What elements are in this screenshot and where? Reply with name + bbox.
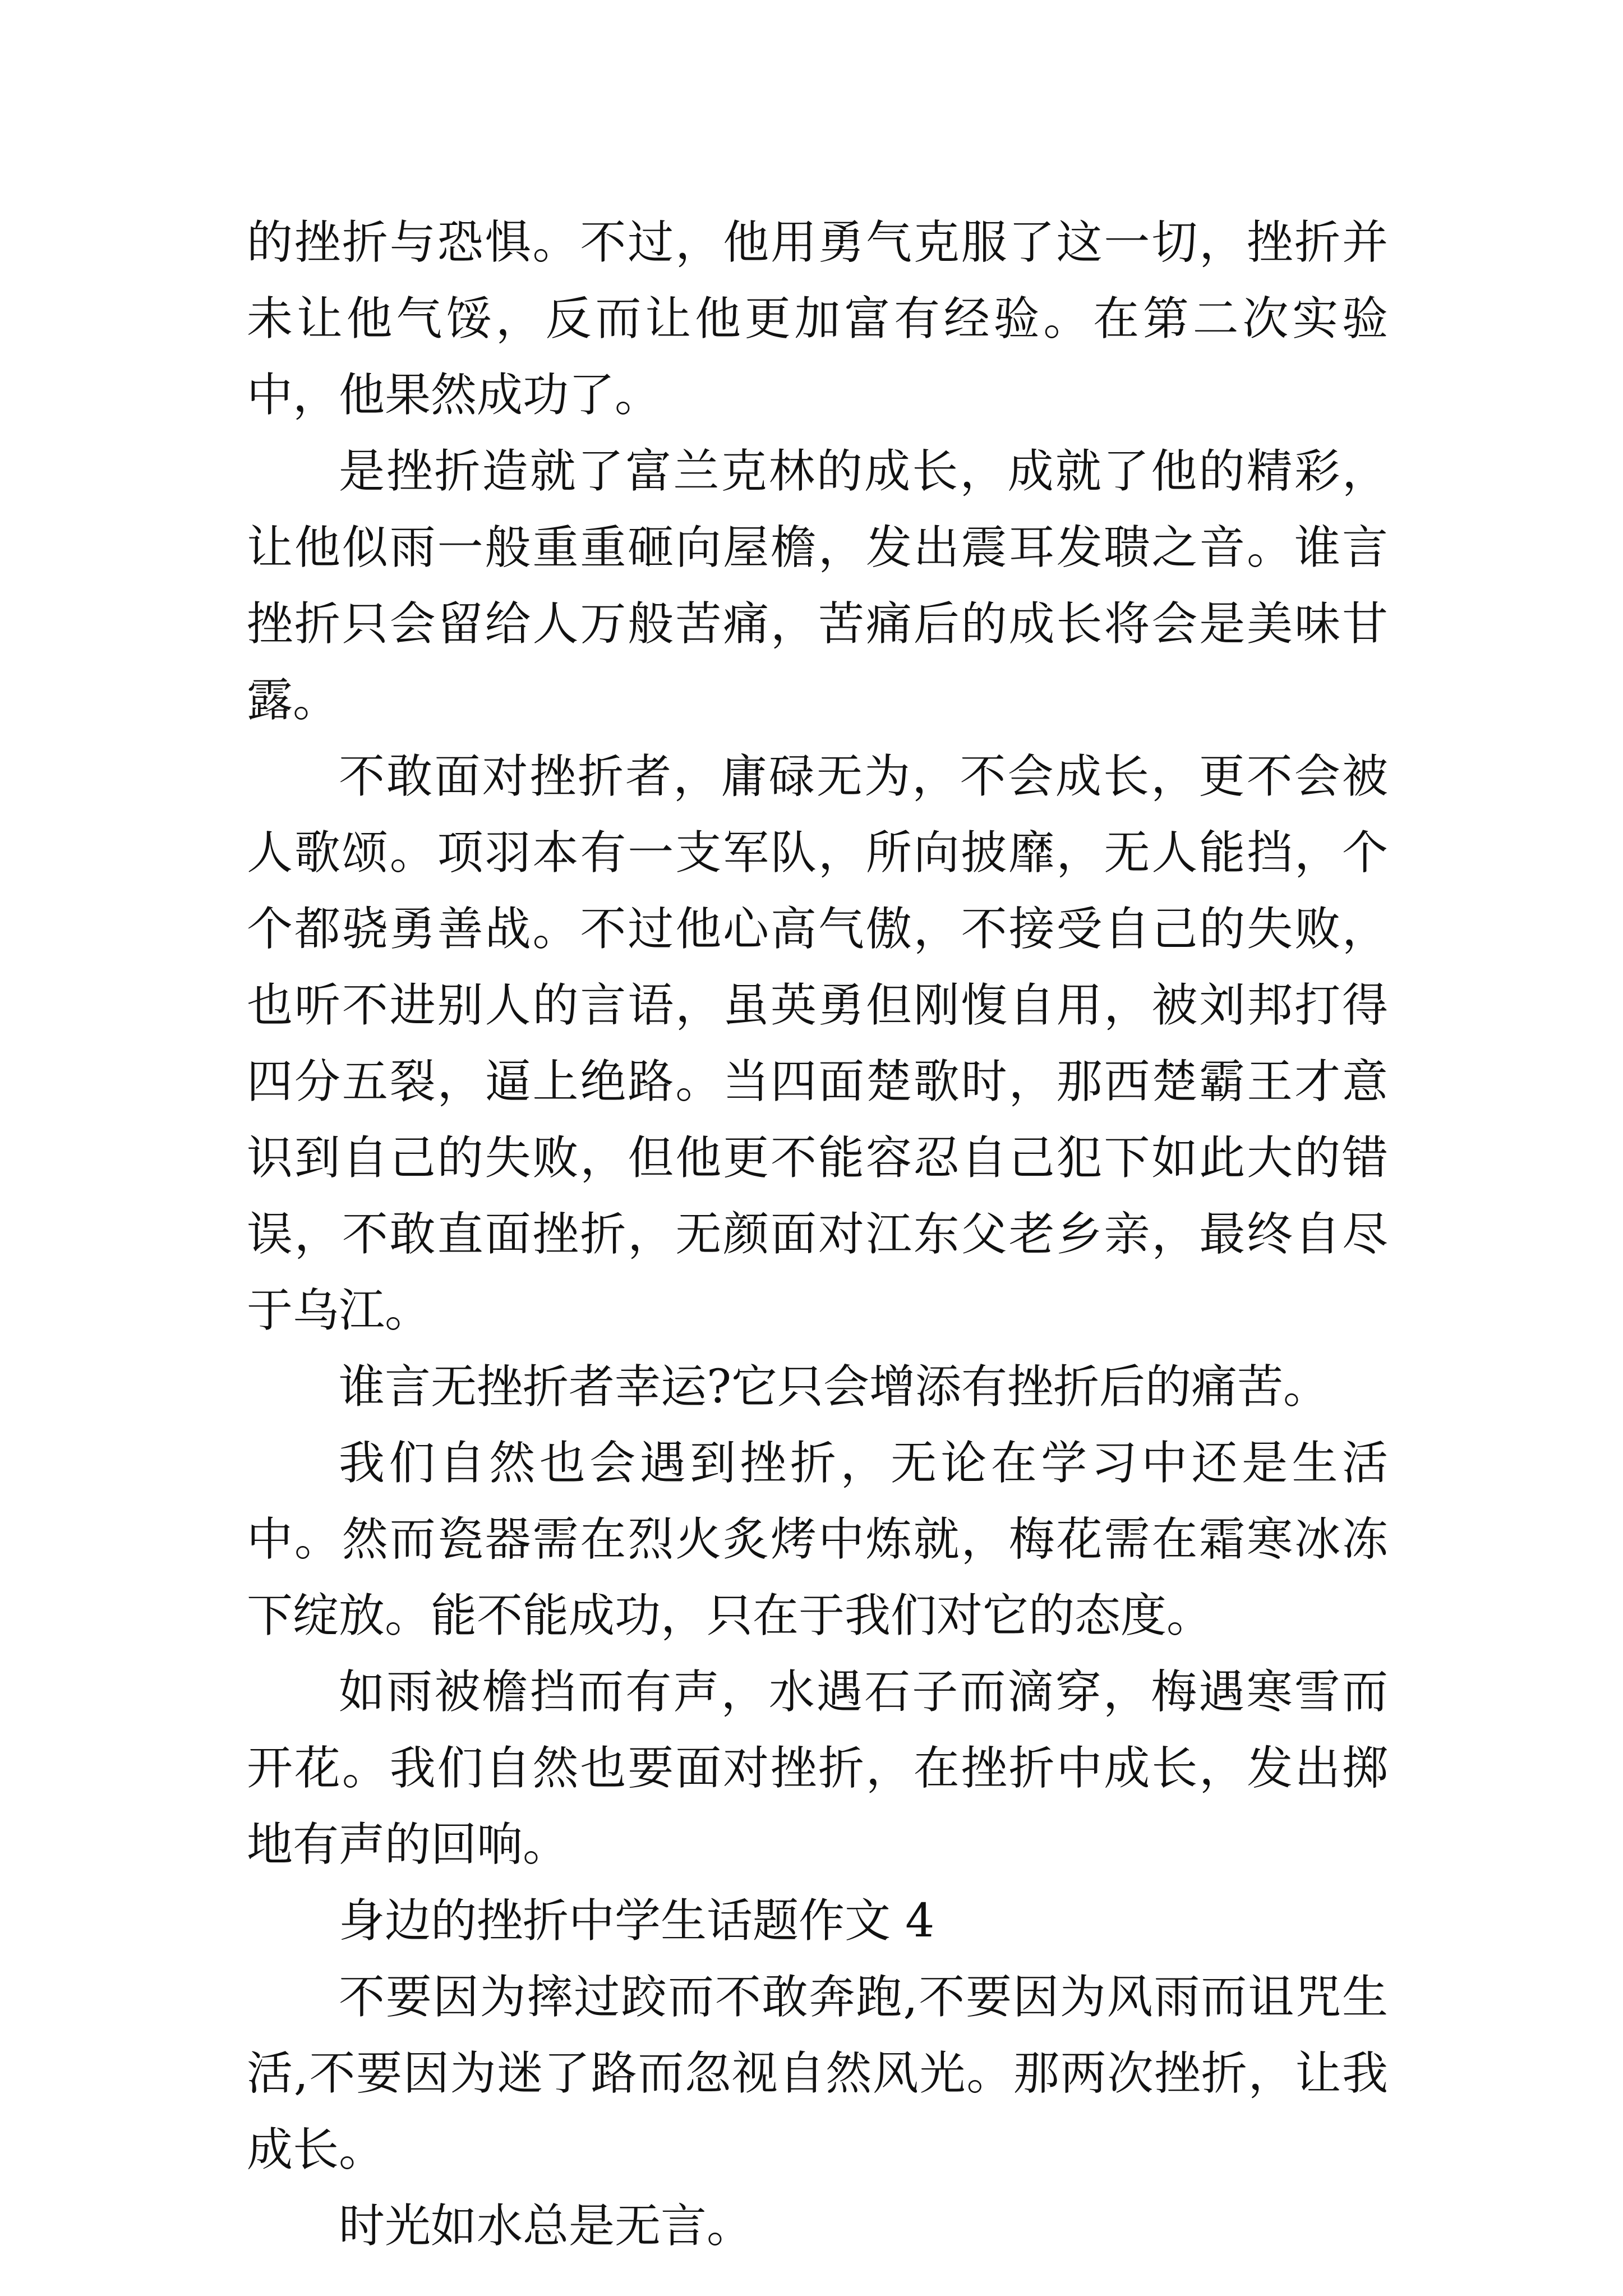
document-body [247,205,1388,2265]
paragraph-2: 是挫折造就了富兰克林的成长，成就了他的精彩，让他似雨一般重重砸向屋檐，发出震耳发聩之音。谁言挫折只会留给人万般苦痛，苦痛后的成长将会是美味甘露。 [247,445,1388,727]
paragraph-6: 如雨被檐挡而有声，水遇石子而滴穿，梅遇寒雪而开花。我们自然也要面对挫折，在挫折中成长，发出掷地有声的回响。 [247,1665,1388,1871]
section-heading: 身边的挫折中学生话题作文 4 [339,1894,935,1948]
paragraph-4: 谁言无挫折者幸运?它只会增添有挫折后的痛苦。 [339,1360,1329,1414]
paragraph-3: 不敢面对挫折者，庸碌无为，不会成长，更不会被人歌颂。项羽本有一支军队，所向披靡，无人能挡，个个都骁勇善战。不过他心高气傲，不接受自己的失败，也听不进别人的言语，虽英勇但刚愎自用，被刘邦打得四分五裂，逼上绝路。当四面楚歌时，那西楚霸王才意识到自己的失败，但他更不能容忍自己犯下如此大的错误，不敢直面挫折，无颜面对江东父老乡亲，最终自尽于乌江。 [247,750,1388,1337]
paragraph-1: 的挫折与恐惧。不过，他用勇气克服了这一切，挫折并未让他气馁，反而让他更加富有经验。在第二次实验中，他果然成功了。 [247,216,1388,422]
paragraph-5: 我们自然也会遇到挫折，无论在学习中还是生活中。然而瓷器需在烈火炙烤中炼就，梅花需在霜寒冰冻下绽放。能不能成功，只在于我们对它的态度。 [247,1437,1388,1642]
paragraph-7: 不要因为摔过跤而不敢奔跑,不要因为风雨而诅咒生活,不要因为迷了路而忽视自然风光。那两次挫折，让我成长。 [247,1971,1388,2177]
paragraph-8: 时光如水总是无言。 [339,2200,753,2253]
